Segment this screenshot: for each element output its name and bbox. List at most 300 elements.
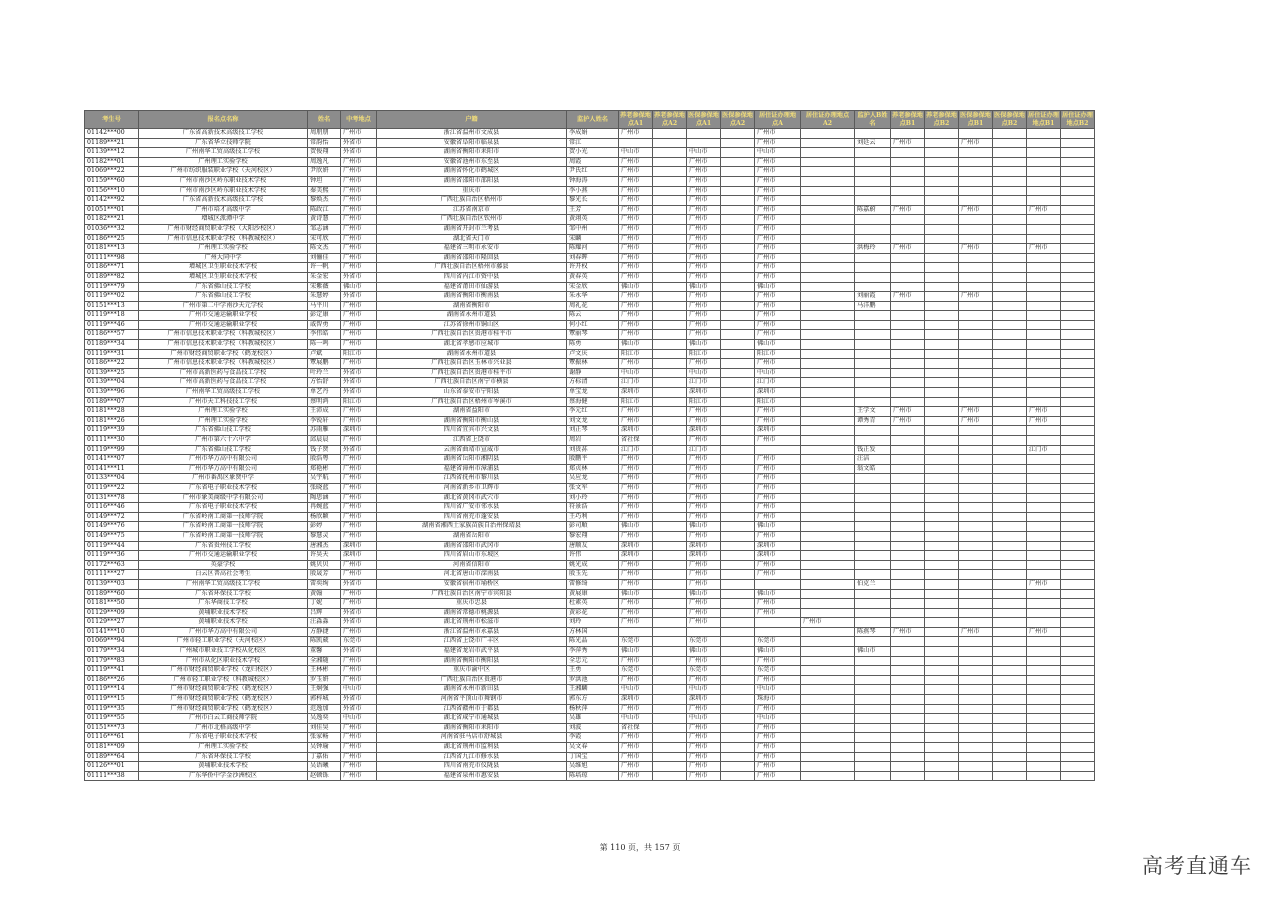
table-cell [855, 666, 891, 676]
table-cell [855, 531, 891, 541]
table-cell [891, 359, 925, 369]
table-cell [891, 215, 925, 225]
table-cell: 广州市 [687, 733, 721, 743]
table-cell: 外省市 [341, 608, 377, 618]
table-cell: 湖南省衡阳市耒阳市 [377, 148, 567, 158]
table-cell [925, 253, 959, 263]
table-cell [1061, 378, 1095, 388]
table-cell: 广州市 [341, 205, 377, 215]
table-cell: 单艺丹 [308, 388, 341, 398]
table-cell: 外省市 [341, 368, 377, 378]
table-cell [801, 330, 855, 340]
table-cell [993, 599, 1027, 609]
table-row [85, 436, 1095, 446]
table-cell [925, 416, 959, 426]
table-cell: 广州市 [687, 474, 721, 484]
table-cell: 周礼花 [567, 301, 619, 311]
table-cell [959, 455, 993, 465]
table-cell [721, 637, 755, 647]
table-cell [891, 704, 925, 714]
table-cell [993, 272, 1027, 282]
table-cell [993, 522, 1027, 532]
table-cell [959, 272, 993, 282]
table-cell: 佛山市 [619, 340, 653, 350]
table-cell: 广州市 [891, 416, 925, 426]
table-cell [891, 340, 925, 350]
table-cell: 01189***60 [85, 589, 139, 599]
table-cell: 广州市 [619, 762, 653, 772]
table-cell [925, 531, 959, 541]
column-header: 户籍 [377, 111, 567, 129]
table-cell [721, 579, 755, 589]
table-cell [653, 176, 687, 186]
table-cell: 中山市 [619, 685, 653, 695]
table-cell [891, 186, 925, 196]
table-cell: 湖南省邵阳市隆回县 [377, 253, 567, 263]
table-cell: 云南省曲靖市宣威市 [377, 445, 567, 455]
table-cell [959, 253, 993, 263]
table-cell: 全忠元 [567, 656, 619, 666]
table-cell: 省社保 [619, 436, 653, 446]
table-cell [1027, 234, 1061, 244]
table-cell [891, 579, 925, 589]
table-cell [721, 685, 755, 695]
table-cell [653, 196, 687, 206]
table-cell [855, 359, 891, 369]
table-cell: 王巧利 [567, 512, 619, 522]
table-cell [925, 359, 959, 369]
table-cell: 广州市 [687, 330, 721, 340]
table-cell [891, 723, 925, 733]
table-cell: 黄展康 [567, 589, 619, 599]
table-cell: 覃展鹏 [308, 359, 341, 369]
table-cell: 广州市 [755, 330, 801, 340]
table-row [85, 627, 1095, 637]
table-cell: 宋金欣 [567, 282, 619, 292]
table-cell [653, 723, 687, 733]
table-cell [653, 493, 687, 503]
table-cell [801, 627, 855, 637]
table-cell: 01181***28 [85, 407, 139, 417]
table-cell [855, 436, 891, 446]
table-cell [801, 464, 855, 474]
table-cell: 阳江市 [619, 349, 653, 359]
table-cell [653, 330, 687, 340]
table-cell: 中山市 [619, 714, 653, 724]
column-header: 居住证办理地点B1 [1028, 111, 1059, 127]
table-cell: 江门市 [755, 378, 801, 388]
table-row [85, 349, 1095, 359]
table-cell [993, 196, 1027, 206]
table-cell: 朱慧婷 [308, 292, 341, 302]
table-cell [1027, 397, 1061, 407]
table-cell [855, 704, 891, 714]
table-cell [653, 570, 687, 580]
table-cell [993, 388, 1027, 398]
table-cell [721, 723, 755, 733]
table-cell: 江西省抚州市黎川县 [377, 474, 567, 484]
table-cell: 广州市 [755, 474, 801, 484]
table-cell: 方怡舒 [308, 378, 341, 388]
table-cell [891, 483, 925, 493]
table-cell: 广州市 [619, 186, 653, 196]
table-cell [721, 512, 755, 522]
table-cell [993, 618, 1027, 628]
table-cell: 中山市 [341, 685, 377, 695]
table-cell [721, 205, 755, 215]
table-cell [801, 359, 855, 369]
table-cell [801, 455, 855, 465]
table-cell: 广州市 [619, 618, 653, 628]
table-cell [653, 771, 687, 781]
table-cell: 广州市 [341, 743, 377, 753]
table-cell [855, 695, 891, 705]
table-row [85, 426, 1095, 436]
table-cell: 广州市 [687, 743, 721, 753]
table-cell [891, 503, 925, 513]
table-cell [855, 311, 891, 321]
table-cell [855, 551, 891, 561]
table-cell [801, 340, 855, 350]
table-row [85, 771, 1095, 781]
table-cell: 吴应龙 [567, 474, 619, 484]
table-cell: 广西壮族自治区玉林市兴业县 [377, 359, 567, 369]
table-cell [1061, 205, 1095, 215]
table-cell: 广州市 [687, 512, 721, 522]
table-cell [891, 656, 925, 666]
table-cell [653, 253, 687, 263]
table-cell [801, 311, 855, 321]
table-cell [801, 292, 855, 302]
table-cell [925, 378, 959, 388]
table-cell: 广州市 [341, 771, 377, 781]
table-cell [855, 186, 891, 196]
table-cell [653, 512, 687, 522]
table-cell [959, 474, 993, 484]
table-cell: 江门市 [687, 378, 721, 388]
table-cell [721, 656, 755, 666]
table-cell: 广州市 [619, 771, 653, 781]
table-cell [925, 272, 959, 282]
table-cell: 彭婷 [308, 522, 341, 532]
column-header: 居住证办理地点A2 [801, 111, 855, 129]
table-cell: 佛山市 [619, 522, 653, 532]
table-cell [801, 743, 855, 753]
table-cell [993, 167, 1027, 177]
table-cell: 广州市 [341, 167, 377, 177]
table-cell: 何小红 [567, 320, 619, 330]
table-cell [993, 474, 1027, 484]
table-row [85, 330, 1095, 340]
table-cell [993, 157, 1027, 167]
table-cell: 刘玲 [567, 618, 619, 628]
table-cell [801, 551, 855, 561]
table-cell: 河南省新乡市卫辉市 [377, 483, 567, 493]
table-cell [993, 541, 1027, 551]
table-cell [891, 455, 925, 465]
table-cell [959, 483, 993, 493]
table-cell [925, 483, 959, 493]
table-cell: 广州南华工贸高级技工学校 [139, 579, 308, 589]
table-cell [653, 762, 687, 772]
table-cell [959, 541, 993, 551]
table-cell [721, 599, 755, 609]
table-cell [653, 560, 687, 570]
table-cell [925, 627, 959, 637]
table-cell [1027, 359, 1061, 369]
table-cell: 江门市 [619, 445, 653, 455]
table-cell: 佛山市 [855, 647, 891, 657]
table-cell: 01119***31 [85, 349, 139, 359]
table-cell: 丁嘉佑 [308, 752, 341, 762]
table-cell: 广州市华万高中有限公司 [139, 627, 308, 637]
table-cell: 雷修绮 [567, 579, 619, 589]
table-cell: 刘文龙 [567, 416, 619, 426]
table-cell: 湖南省邵阳市武冈市 [377, 541, 567, 551]
table-cell [1061, 503, 1095, 513]
table-cell: 贺小光 [567, 148, 619, 158]
table-cell: 常韵怡 [308, 138, 341, 148]
table-row [85, 272, 1095, 282]
table-cell: 广州市 [619, 743, 653, 753]
table-cell [855, 320, 891, 330]
table-cell [801, 436, 855, 446]
table-cell [891, 148, 925, 158]
table-cell [891, 647, 925, 657]
table-cell [801, 752, 855, 762]
column-header: 养老参保地点A1 [620, 111, 651, 127]
table-cell [801, 723, 855, 733]
table-cell: 罗玉妍 [308, 675, 341, 685]
table-cell [653, 388, 687, 398]
table-row [85, 474, 1095, 484]
table-cell [959, 282, 993, 292]
table-cell: 广州市 [755, 311, 801, 321]
table-cell [855, 474, 891, 484]
table-cell: 王湘麟 [567, 685, 619, 695]
table-cell: 广州市 [755, 503, 801, 513]
table-cell [925, 311, 959, 321]
table-cell [1027, 618, 1061, 628]
table-cell: 佛山市 [687, 340, 721, 350]
table-cell [801, 224, 855, 234]
table-cell: 广州市 [755, 436, 801, 446]
table-cell [1061, 464, 1095, 474]
table-cell: 01139***04 [85, 378, 139, 388]
table-cell: 许昊天 [308, 551, 341, 561]
table-cell: 深圳市 [341, 551, 377, 561]
table-cell [993, 186, 1027, 196]
table-body [85, 129, 1095, 781]
table-cell [653, 407, 687, 417]
table-cell: 01131***78 [85, 493, 139, 503]
table-cell: 江西省上饶市广丰区 [377, 637, 567, 647]
table-cell [925, 647, 959, 657]
table-cell [925, 426, 959, 436]
table-cell: 广州市 [891, 244, 925, 254]
table-row [85, 359, 1095, 369]
table-cell: 广州市 [619, 455, 653, 465]
table-cell: 广州市 [619, 656, 653, 666]
table-cell: 深圳市 [619, 388, 653, 398]
table-cell: 01116***46 [85, 503, 139, 513]
table-cell: 01181***13 [85, 244, 139, 254]
table-cell: 广州市 [341, 675, 377, 685]
table-cell: 陈云 [567, 311, 619, 321]
table-cell: 01119***55 [85, 714, 139, 724]
table-cell: 黄彩花 [567, 608, 619, 618]
table-cell: 江西省赣州市于都县 [377, 704, 567, 714]
table-cell: 深圳市 [687, 541, 721, 551]
table-cell: 广州市 [755, 176, 801, 186]
table-cell [721, 551, 755, 561]
table-cell [993, 397, 1027, 407]
table-cell [721, 503, 755, 513]
table-cell [959, 426, 993, 436]
table-cell: 吴维旭 [567, 762, 619, 772]
table-cell: 01182***01 [85, 157, 139, 167]
table-cell [1061, 666, 1095, 676]
table-cell: 朱金宏 [308, 272, 341, 282]
table-row [85, 589, 1095, 599]
table-cell [1027, 320, 1061, 330]
table-cell: 广州市 [619, 359, 653, 369]
table-row [85, 263, 1095, 273]
table-cell [721, 560, 755, 570]
table-cell: 深圳市 [619, 551, 653, 561]
table-cell: 郑贞林 [567, 464, 619, 474]
table-cell: 阳江市 [687, 349, 721, 359]
table-cell [891, 176, 925, 186]
table-cell: 广州市财经商贸职业学校（鹤龙校区） [139, 685, 308, 695]
table-row [85, 378, 1095, 388]
table-cell: 增城区卫生职业技术学校 [139, 263, 308, 273]
table-cell: 东莞市 [687, 637, 721, 647]
table-cell [855, 483, 891, 493]
table-cell [855, 368, 891, 378]
table-row [85, 541, 1095, 551]
table-cell [959, 320, 993, 330]
table-cell [993, 148, 1027, 158]
table-cell [925, 733, 959, 743]
table-cell: 朱永华 [567, 292, 619, 302]
table-cell [801, 167, 855, 177]
table-cell: 广州市 [341, 436, 377, 446]
table-cell [959, 599, 993, 609]
table-cell [925, 263, 959, 273]
table-cell [1061, 311, 1095, 321]
table-cell [1061, 599, 1095, 609]
table-cell: 01139***25 [85, 368, 139, 378]
table-cell [855, 771, 891, 781]
table-cell [1061, 138, 1095, 148]
table-cell [959, 752, 993, 762]
table-cell: 彭定康 [308, 311, 341, 321]
table-cell: 董馨 [308, 647, 341, 657]
table-cell: 广州市 [619, 733, 653, 743]
table-cell: 湖南省衡阳市衡山县 [377, 416, 567, 426]
table-cell: 广州市 [687, 234, 721, 244]
table-cell [855, 176, 891, 186]
table-cell: 广州大同中学 [139, 253, 308, 263]
table-cell [993, 483, 1027, 493]
table-cell: 广州市 [891, 138, 925, 148]
table-cell: 广州市 [687, 253, 721, 263]
table-cell: 广东省岭南工商第一技师学院 [139, 512, 308, 522]
table-cell: 01141***07 [85, 455, 139, 465]
table-cell [855, 330, 891, 340]
table-cell: 湖北省荆州市松滋市 [377, 618, 567, 628]
column-header: 医保参保地点A1 [688, 111, 719, 127]
table-cell: 湖南省永州市道县 [377, 311, 567, 321]
table-cell: 广州市 [687, 407, 721, 417]
table-cell: 深圳市 [755, 541, 801, 551]
table-cell: 江苏省南京市 [377, 205, 567, 215]
table-cell: 翁文皓 [855, 464, 891, 474]
table-cell: 河北省唐山市滦南县 [377, 570, 567, 580]
table-cell: 广州市信息技术职业学校（科教城校区） [139, 340, 308, 350]
table-cell: 刘俪佳 [308, 253, 341, 263]
table-cell: 外省市 [341, 579, 377, 589]
table-cell [959, 704, 993, 714]
table-cell: 广州市 [755, 608, 801, 618]
table-cell: 广州市 [755, 359, 801, 369]
table-cell [653, 464, 687, 474]
table-cell: 广州市 [341, 474, 377, 484]
table-cell: 广州市 [687, 762, 721, 772]
table-cell [1027, 589, 1061, 599]
table-cell [653, 503, 687, 513]
table-cell: 01119***79 [85, 282, 139, 292]
table-cell [801, 244, 855, 254]
table-cell [801, 301, 855, 311]
table-cell [925, 196, 959, 206]
table-cell [801, 320, 855, 330]
table-cell: 中山市 [619, 368, 653, 378]
table-cell [653, 234, 687, 244]
table-row [85, 234, 1095, 244]
table-cell: 李成娟 [567, 129, 619, 139]
table-cell [801, 445, 855, 455]
table-cell [993, 579, 1027, 589]
table-row [85, 733, 1095, 743]
table-cell: 01119***02 [85, 292, 139, 302]
table-cell [721, 714, 755, 724]
table-cell [721, 167, 755, 177]
table-cell: 李萍秀 [567, 647, 619, 657]
table-cell: 01186***71 [85, 263, 139, 273]
table-cell: 四川省南充市仪陇县 [377, 762, 567, 772]
table-cell: 广州市 [341, 311, 377, 321]
table-cell [1027, 551, 1061, 561]
table-cell [855, 522, 891, 532]
table-cell: 01159***60 [85, 176, 139, 186]
table-cell: 广东省佛山技工学校 [139, 282, 308, 292]
table-row [85, 292, 1095, 302]
table-cell [653, 599, 687, 609]
table-cell: 刘丽霞 [855, 292, 891, 302]
table-cell: 01182***21 [85, 215, 139, 225]
column-header: 医保参保地点B1 [960, 111, 991, 127]
table-row [85, 196, 1095, 206]
table-header [85, 111, 1095, 129]
table-cell [721, 330, 755, 340]
table-cell: 广州市 [687, 752, 721, 762]
table-cell: 外省市 [341, 378, 377, 388]
table-cell [855, 263, 891, 273]
table-cell [891, 637, 925, 647]
table-cell [925, 244, 959, 254]
